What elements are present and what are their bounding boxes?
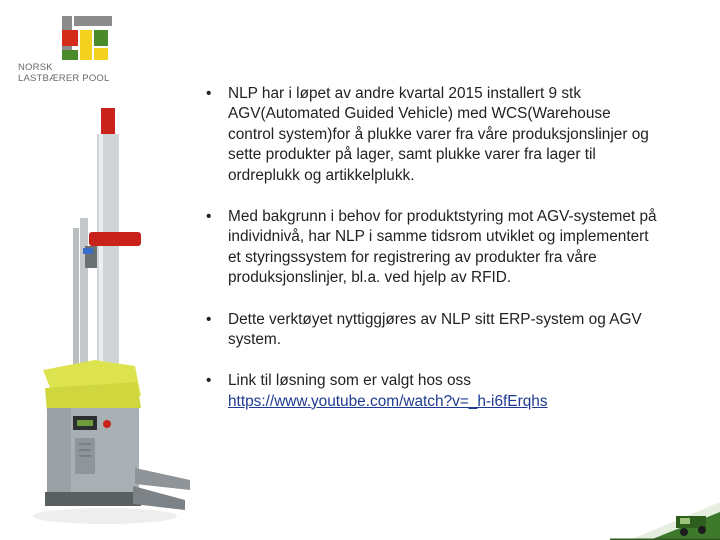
bullet-item-rfid <box>200 207 660 289</box>
bullet-list <box>200 84 660 433</box>
bullet-marker: • <box>206 372 212 390</box>
bullet-text: Med bakgrunn i behov for produktstyring mot AGV-systemet på individnivå, har NLP i samme tidsrom utviklet og implementert et styringssystem for registrering av produkter fra våre produksjonslinjer, bl.a. ved hjelp av RFID. <box>228 208 657 287</box>
agv-forklift-image <box>25 108 195 528</box>
logo-line-1: NORSK <box>18 62 53 73</box>
bullet-marker: • <box>206 85 212 102</box>
bullet-marker: • <box>206 208 212 226</box>
bullet-text: Link til løsning som er valgt hos oss <box>228 372 471 390</box>
bullet-item-link <box>200 371 660 412</box>
bullet-marker: • <box>206 310 212 328</box>
bullet-text: NLP har i løpet av andre kvartal 2015 installert 9 stk AGV(Automated Guided Vehicle) med WCS(Warehouse control system)for å plukke varer fra våre produksjonslinjer og sette produkter på lager, samt plukke varer fra lager til ordreplukk og artikkelplukk. <box>228 85 649 184</box>
logo-line-2: LASTBÆRER POOL <box>18 73 110 84</box>
trucks-photo <box>610 488 720 540</box>
youtube-link[interactable]: https://www.youtube.com/watch?v=_h-i6fErqhs <box>228 392 548 410</box>
bullet-item-agv-install <box>200 84 660 186</box>
nlp-logo-mark <box>18 14 114 62</box>
bullet-item-erp <box>200 310 660 351</box>
bullet-text: Dette verktøyet nyttiggjøres av NLP sitt ERP-system og AGV system. <box>228 310 642 349</box>
logo-text <box>18 62 110 84</box>
